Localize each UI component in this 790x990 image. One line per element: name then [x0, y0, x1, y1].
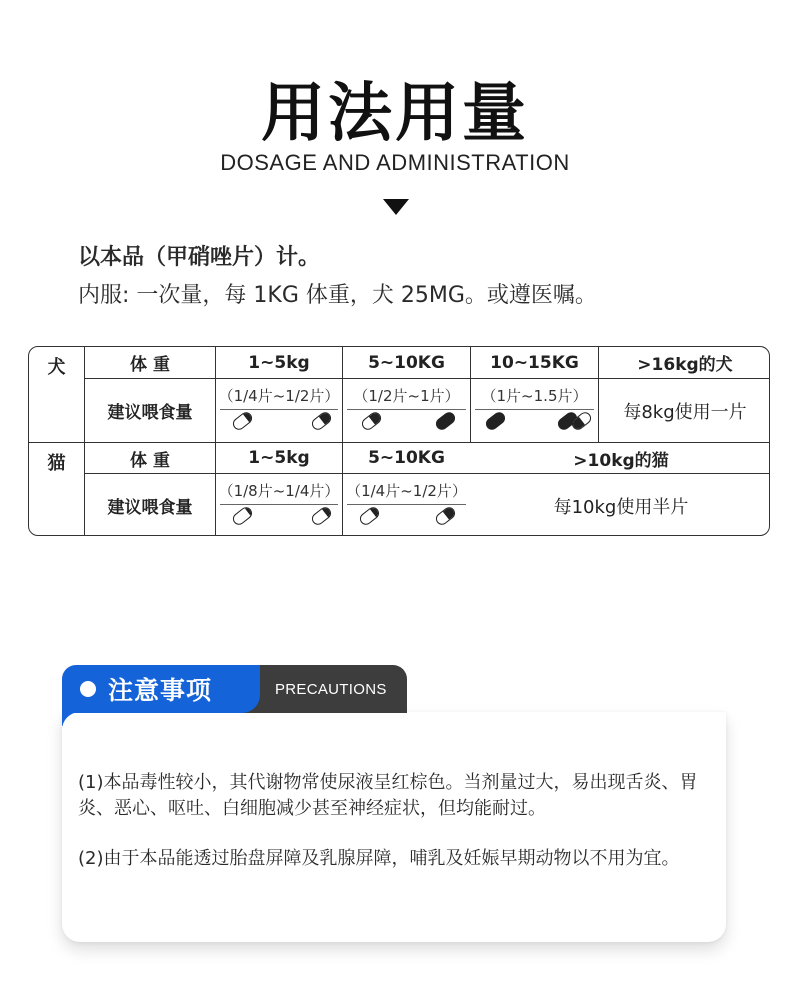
intro-basis: 以本品（甲硝唑片）计。 [78, 245, 321, 270]
dog-dose-3-text: （1片~1.5片） [481, 387, 588, 405]
cat-weight-1: 1~5kg [248, 448, 310, 468]
dog-weight-2: 5~10KG [368, 352, 445, 373]
weight-header-cat: 体 重 [130, 450, 170, 471]
precautions-tab [62, 665, 260, 713]
dog-dose-2 [343, 379, 470, 442]
cat-dose-1-text: （1/8片~1/4片） [218, 482, 340, 500]
species-dog: 犬 [47, 357, 66, 378]
quarter-pill-icon [231, 410, 255, 432]
intro-dosage: 内服: 一次量，每 1KG 体重，犬 25MG。或遵医嘱。 [78, 283, 597, 308]
half-pill-icon [360, 410, 384, 432]
precautions-title: 注意事项 [108, 676, 213, 705]
dog-weight-4: >16kg的犬 [637, 355, 733, 375]
down-triangle-icon [383, 199, 409, 215]
precautions-en-tab [235, 665, 407, 713]
cat-dose-2-text: （1/4片~1/2片） [346, 482, 467, 500]
precaution-item-2: (2)由于本品能透过胎盘屏障及乳腺屏障，哺乳及妊娠早期动物以不用为宜。 [78, 848, 680, 869]
precaution-item-1: (1)本品毒性较小，其代谢物常使尿液呈红棕色。当剂量过大，易出现舌炎、胃炎、恶心、呕吐、白细胞减少甚至神经症状，但均能耐过。 [78, 772, 698, 819]
species-cat: 猫 [47, 453, 66, 474]
bullet-dot-icon [80, 681, 96, 697]
cat-dose-2 [343, 474, 470, 536]
cat-weight-3: >10kg的猫 [573, 450, 669, 471]
precautions-card [62, 712, 726, 942]
full-pill-icon [434, 410, 458, 432]
dog-dose-1-text: （1/4片~1/2片） [218, 387, 340, 405]
eighth-pill-icon [231, 505, 255, 527]
page-subtitle: DOSAGE AND ADMINISTRATION [220, 150, 570, 175]
cat-weight-2: 5~10KG [368, 448, 445, 468]
dog-dose-2-text: （1/2片~1片） [353, 387, 460, 405]
dose-header-cat: 建议喂食量 [107, 498, 193, 518]
full-pill-icon [484, 410, 508, 432]
cat-large-note: 每10kg使用半片 [553, 496, 689, 518]
dog-dose-3 [471, 379, 598, 442]
half-pill-icon [310, 410, 334, 432]
precautions-en-label: PRECAUTIONS [275, 680, 387, 698]
page-title: 用法用量 [261, 77, 529, 151]
dog-weight-3: 10~15KG [490, 352, 579, 373]
dog-large-note: 每8kg使用一片 [623, 401, 747, 423]
half-pill-icon [434, 505, 458, 527]
dog-dose-1 [216, 379, 342, 442]
dog-weight-1: 1~5kg [248, 352, 310, 373]
quarter-pill-icon [310, 505, 334, 527]
quarter-pill-icon [358, 505, 382, 527]
dose-header-dog: 建议喂食量 [107, 403, 193, 423]
weight-header-dog: 体 重 [130, 355, 170, 375]
cat-dose-1 [216, 474, 342, 536]
dosage-table [28, 346, 770, 536]
